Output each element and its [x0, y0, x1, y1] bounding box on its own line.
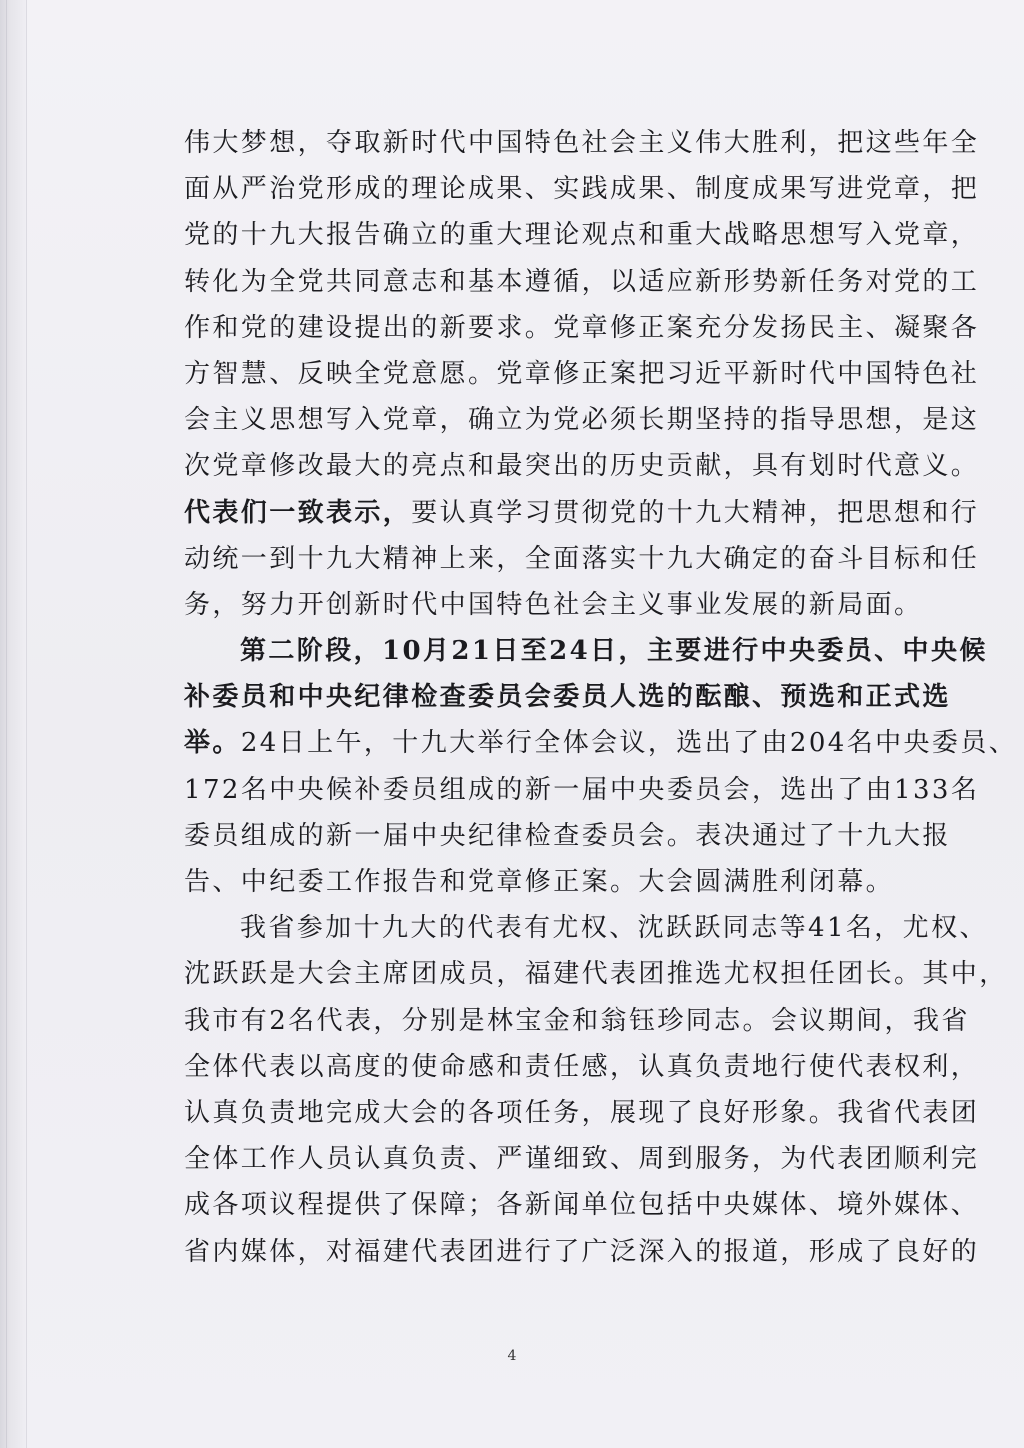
- text-line: 伟大梦想，夺取新时代中国特色社会主义伟大胜利，把这些年全: [184, 128, 980, 158]
- paragraph-three-line: 省内媒体，对福建代表团进行了广泛深入的报道，形成了良好的: [184, 1236, 980, 1267]
- bold-phrase: 举。: [184, 728, 241, 759]
- fold-line: [6, 0, 7, 1448]
- line-rest: 要认真学习贯彻党的十九大精神，把思想和行: [411, 497, 980, 528]
- body-text: [184, 120, 1018, 1275]
- text-line: 党的十九大报告确立的重大理论观点和重大战略思想写入党章，: [184, 220, 980, 251]
- text-line: [184, 490, 980, 536]
- line-rest: 24日上午，十九大举行全体会议，选出了由204名中央委员、: [240, 728, 1018, 759]
- bold-phrase: 代表们一致表示，: [184, 497, 412, 528]
- paragraph-two-line: 172名中央候补委员组成的新一届中央委员会，选出了由133名: [184, 774, 980, 805]
- text-line: 动统一到十九大精神上来，全面落实十九大确定的奋斗目标和任: [184, 543, 980, 574]
- text-line: 方智慧、反映全党意愿。党章修正案把习近平新时代中国特色社: [184, 358, 980, 389]
- paragraph-two-line: 委员组成的新一届中央纪律检查委员会。表决通过了十九大报: [184, 820, 951, 851]
- paragraph-three-line: 我省参加十九大的代表有尤权、沈跃跃同志等41名，尤权、: [240, 913, 988, 944]
- page-number: 4: [507, 1348, 517, 1364]
- paragraph-three-line: 成各项议程提供了保障；各新闻单位包括中央媒体、境外媒体、: [184, 1190, 980, 1221]
- text-line: 次党章修改最大的亮点和最突出的历史贡献，具有划时代意义。: [184, 451, 980, 482]
- paragraph-three-line: 全体代表以高度的使命感和责任感，认真负责地行使代表权利，: [184, 1051, 980, 1082]
- paragraph-two-line: 补委员和中央纪律检查委员会委员人选的酝酿、预选和正式选: [184, 682, 951, 713]
- paragraph-two-line: 第二阶段，10月21日至24日，主要进行中央委员、中央候: [240, 636, 988, 667]
- text-line: 转化为全党共同意志和基本遵循，以适应新形势新任务对党的工: [184, 266, 980, 297]
- paragraph-two-line: [184, 720, 1018, 766]
- page-binding-edge: [0, 0, 27, 1448]
- text-line: 会主义思想写入党章，确立为党必须长期坚持的指导思想，是这: [184, 405, 980, 436]
- text-line: 面从严治党形成的理论成果、实践成果、制度成果写进党章，把: [184, 174, 980, 205]
- text-line: 作和党的建设提出的新要求。党章修正案充分发扬民主、凝聚各: [184, 312, 980, 343]
- paragraph-two-line: 告、中纪委工作报告和党章修正案。大会圆满胜利闭幕。: [184, 867, 895, 897]
- paragraph-three-line: 我市有2名代表，分别是林宝金和翁钰珍同志。会议期间，我省: [184, 1005, 970, 1036]
- paragraph-three-line: 认真负责地完成大会的各项任务，展现了良好形象。我省代表团: [184, 1097, 980, 1128]
- paragraph-three-line: 沈跃跃是大会主席团成员，福建代表团推选尤权担任团长。其中，: [184, 959, 1008, 990]
- paragraph-three-line: 全体工作人员认真负责、严谨细致、周到服务，为代表团顺利完: [184, 1144, 980, 1175]
- text-line: 务，努力开创新时代中国特色社会主义事业发展的新局面。: [184, 589, 923, 620]
